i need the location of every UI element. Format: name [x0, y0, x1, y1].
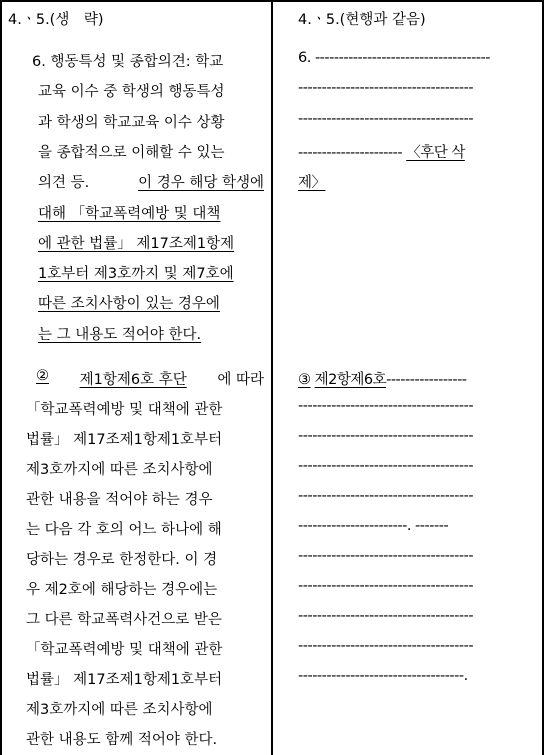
underlined-text: 제2항제6호 [314, 372, 387, 388]
text-line [26, 728, 264, 749]
text-line [298, 80, 536, 96]
line-text: 과 학생의 학교교육 이수 상황 [38, 114, 225, 131]
text-line [298, 368, 536, 389]
line-text: 의견 등. [38, 175, 90, 192]
text-line [26, 698, 264, 719]
text-line [298, 668, 536, 684]
line-text: 관한 내용도 함께 적어야 한다. [26, 732, 218, 748]
text-line [298, 50, 536, 66]
text-line [36, 368, 264, 389]
text-line [26, 638, 264, 659]
text-line [26, 548, 264, 569]
text-line [298, 608, 536, 624]
text-line [38, 171, 264, 192]
text-line [298, 518, 536, 534]
text-line [298, 578, 536, 594]
line-text: ------------------------------------- [298, 80, 474, 97]
right-section-4-5: 4.ㆍ5.(현행과 같음) [298, 12, 426, 28]
line-text: -----------------------------------. [298, 668, 468, 684]
text-line [38, 202, 264, 223]
line-text: 제3호까지에 따른 조치사항에 [26, 462, 213, 478]
text-line [298, 111, 536, 127]
underlined-text: 는 그 내용도 적어야 한다. [38, 326, 202, 343]
line-text: 「학교폭력예방 및 대책에 관한 [26, 402, 223, 418]
text-line [38, 80, 264, 101]
paragraph-number: ③ [298, 372, 311, 388]
text-line [38, 232, 264, 253]
line-text: ------------------------------------- [298, 398, 474, 414]
text-line [38, 323, 264, 344]
table-border-left [0, 0, 2, 755]
line-text: 「학교폭력예방 및 대책에 관한 [26, 642, 223, 658]
column-divider [271, 0, 273, 755]
underlined-text: 에 관한 법률」 제17조제1항제 [38, 235, 235, 252]
text-line [38, 262, 264, 283]
line-text: ------------------------------------- [298, 548, 474, 564]
underlined-text: 따른 조치사항이 있는 경우에 [38, 296, 220, 313]
text-line [298, 171, 536, 192]
line-text: 우 제2호에 해당하는 경우에는 [26, 582, 218, 598]
text-line [38, 111, 264, 132]
line-text: ------------------------------------- [298, 608, 474, 624]
text-line [38, 141, 264, 162]
text-line [298, 398, 536, 414]
line-text: ------------------------------------- [298, 638, 474, 654]
text-line [298, 488, 536, 504]
line-text: 교육 이수 중 학생의 행동특성 [38, 84, 225, 101]
line-text: 에 따라 [217, 372, 264, 388]
text-line [26, 608, 264, 629]
line-text: ------------------------------------- [298, 488, 474, 504]
text-line [26, 428, 264, 449]
dash-fill: ---------------------- [298, 144, 407, 161]
line-text: ------------------------------------- [298, 428, 474, 444]
text-line [32, 50, 264, 71]
line-text: ------------------------------------- [298, 578, 474, 594]
text-line [298, 638, 536, 654]
line-text: 6. ------------------------------------- [298, 50, 491, 66]
right-top-cell [298, 8, 426, 29]
line-text: 법률」 제17조제1항제1호부터 [26, 432, 223, 448]
line-text: 는 다음 각 호의 어느 하나에 해 [26, 522, 222, 538]
line-text: 관한 내용을 적어야 하는 경우 [26, 492, 213, 508]
text-line [26, 398, 264, 419]
text-line [298, 548, 536, 564]
line-text: 6. 행동특성 및 종합의견: 학교 [32, 54, 224, 70]
text-line [26, 488, 264, 509]
line-text: 제3호까지에 따른 조치사항에 [26, 702, 213, 718]
underlined-text: 대해 「학교폭력예방 및 대책 [38, 205, 221, 222]
line-text: ------------------------------------- [298, 458, 474, 474]
text-line [298, 458, 536, 474]
text-line [26, 458, 264, 479]
text-line [26, 518, 264, 539]
left-section-4-5: 4.ㆍ5.(생 략) [8, 12, 104, 28]
paragraph-number: ② [36, 368, 49, 384]
line-text: ------------------------------------- [298, 110, 474, 127]
line-text: 을 종합적으로 이해할 수 있는 [38, 144, 225, 161]
underlined-text: 1호부터 제3호까지 및 제7호에 [38, 266, 234, 283]
table-border-top [0, 0, 544, 2]
underlined-text: 제〉 [298, 175, 326, 192]
text-line [38, 292, 264, 313]
text-line [298, 428, 536, 444]
line-text: 그 다른 학교폭력사건으로 받은 [26, 612, 222, 628]
underlined-text: 〈후단 삭 [406, 144, 465, 161]
line-text: 법률」 제17조제1항제1호부터 [26, 672, 223, 688]
text-line [26, 668, 264, 689]
underlined-text: 제1항제6호 후단 [79, 372, 187, 388]
text-line [26, 578, 264, 599]
left-top-cell [8, 8, 104, 29]
line-text: -----------------------. ------- [298, 518, 449, 534]
line-text: 당하는 경우로 한정한다. 이 경 [26, 552, 218, 568]
underlined-text: 이 경우 해당 학생에 [138, 175, 264, 192]
dash-fill: ----------------- [386, 372, 467, 388]
text-line [298, 141, 536, 162]
